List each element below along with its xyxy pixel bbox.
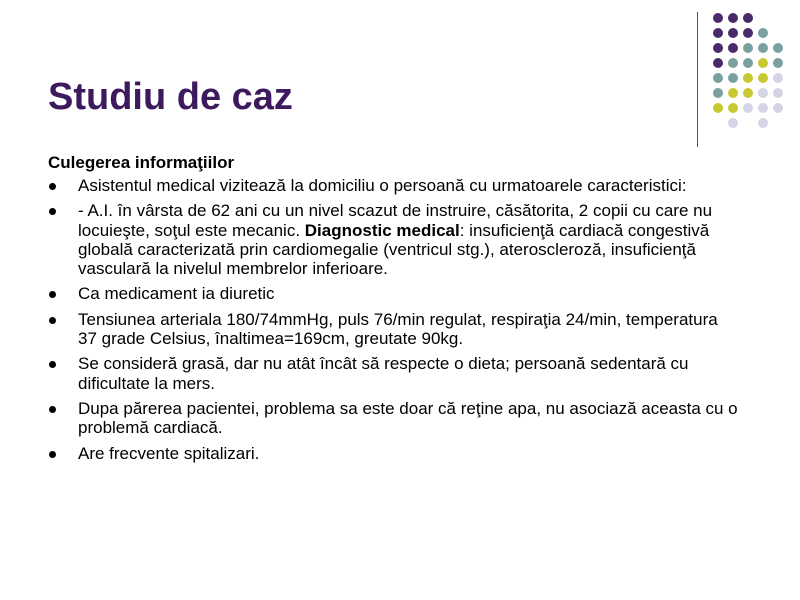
bullet-list (48, 176, 738, 463)
decorative-dot (743, 43, 753, 53)
decorative-dot (773, 88, 783, 98)
bullet-dot-icon (49, 451, 56, 458)
decorative-dot (713, 13, 723, 23)
decorative-dot (713, 103, 723, 113)
decorative-dot (728, 73, 738, 83)
decorative-dot (773, 43, 783, 53)
decorative-dot (758, 43, 768, 53)
decorative-dot (713, 28, 723, 38)
decorative-dot (773, 103, 783, 113)
bullet-text: Tensiunea arteriala 180/74mmHg, puls 76/min regulat, respiraţia 24/min, temperatura 37 grade Celsius, înaltimea=169cm, greutate 90kg. (78, 309, 718, 349)
section-subheading: Culegerea informaţiilor (48, 153, 235, 172)
slide-content (48, 152, 738, 469)
decorative-dot (728, 13, 738, 23)
decorative-dot (743, 73, 753, 83)
diagnostic-term: Diagnostic medical (304, 220, 460, 240)
bullet-item-visit (48, 176, 738, 195)
decorative-dot (728, 28, 738, 38)
decorative-dot (758, 118, 768, 128)
bullet-dot-icon (49, 208, 56, 215)
bullet-dot-icon (49, 291, 56, 298)
bullet-text: Ca medicament ia diuretic (78, 284, 275, 304)
bullet-item-patient-profile (48, 201, 738, 278)
bullet-item-hospitalizations (48, 444, 738, 463)
bullet-item-weight (48, 354, 738, 393)
decorative-dot (713, 58, 723, 68)
decorative-dot (743, 103, 753, 113)
bullet-dot-icon (49, 183, 56, 190)
decorative-dot (773, 73, 783, 83)
decorative-dot (758, 73, 768, 83)
decorative-dot (743, 58, 753, 68)
decorative-dot (728, 118, 738, 128)
bullet-dot-icon (49, 361, 56, 368)
vertical-divider (697, 12, 698, 147)
slide-title: Studiu de caz (48, 76, 293, 118)
bullet-item-medication (48, 284, 738, 303)
bullet-dot-icon (49, 406, 56, 413)
decorative-dot (713, 43, 723, 53)
bullet-item-vitals (48, 310, 738, 349)
decorative-dot (758, 103, 768, 113)
decorative-dot (743, 28, 753, 38)
bullet-text-diagnosis: : insuficienţă cardiacă congestivă globală caracterizată prin cardiomegalie (ventricul stg.), ateroscleroză, insuficienţă vasculară la nivelul membrelor inferioare. (78, 220, 710, 279)
decorative-dot (743, 13, 753, 23)
bullet-text: Asistentul medical vizitează la domiciliu o persoană cu urmatoarele caracteristici: (78, 176, 687, 195)
decorative-dot (713, 73, 723, 83)
bullet-item-patient-opinion (48, 399, 738, 438)
decorative-dot (728, 43, 738, 53)
decorative-dot (728, 58, 738, 68)
decorative-dot (773, 58, 783, 68)
bullet-text: Dupa părerea pacientei, problema sa este doar că reţine apa, nu asociază aceasta cu o problemă cardiacă. (78, 398, 738, 438)
bullet-dot-icon (49, 317, 56, 324)
bullet-text: Are frecvente spitalizari. (78, 443, 260, 463)
decorative-dot (743, 88, 753, 98)
decorative-dot (758, 88, 768, 98)
bullet-text-intro: - A.I. în vârsta de 62 ani cu un nivel scazut de instruire, căsătorita, 2 copii cu care nu locuieşte, soţul este mecanic. (78, 201, 713, 240)
decorative-dot (713, 88, 723, 98)
decorative-dot (758, 58, 768, 68)
decorative-dot (728, 103, 738, 113)
decorative-dot (728, 88, 738, 98)
decorative-dot (758, 28, 768, 38)
bullet-text: Se consideră grasă, dar nu atât încât să respecte o dieta; persoană sedentară cu dificultate la mers. (78, 354, 689, 393)
